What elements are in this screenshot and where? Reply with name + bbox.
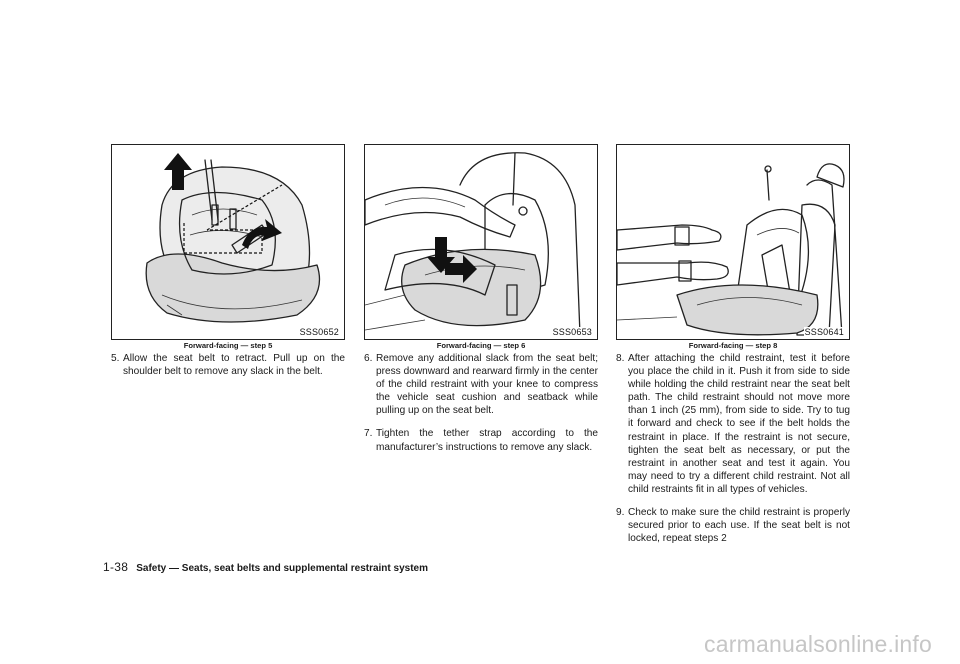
- figure-step-6: [364, 144, 598, 340]
- figure-caption: Forward-facing — step 6: [436, 341, 526, 350]
- figure-caption: Forward-facing — step 5: [183, 341, 273, 350]
- step-text: Check to make sure the child restraint is properly secured prior to each use. If the seat belt is not locked, repeat steps 2: [628, 507, 850, 545]
- illustration-step-6: [365, 145, 597, 339]
- illustration-step-5: [112, 145, 344, 339]
- figure-step-8: [616, 144, 850, 340]
- figure-step-5: [111, 144, 345, 340]
- step-list: [111, 352, 345, 378]
- step-text: Tighten the tether strap according to the manufacturer’s instructions to remove any slack.: [376, 428, 598, 453]
- page-number: 1-38: [103, 560, 129, 574]
- step-item: [364, 352, 598, 417]
- step-item: [111, 352, 345, 378]
- illustration-step-8: [617, 145, 849, 339]
- figure-code: SSS0653: [552, 327, 592, 337]
- figure-code: SSS0652: [299, 327, 339, 337]
- column-3: [616, 144, 850, 555]
- step-number: 7.: [364, 428, 373, 440]
- step-text: Remove any additional slack from the seat belt; press downward and rearward firmly in the center of the child restraint with your knee to compress the vehicle seat cushion and seatback while pulling up on the seat belt.: [376, 353, 598, 417]
- watermark: carmanualsonline.info: [704, 631, 932, 657]
- figure-code: SSS0641: [804, 327, 844, 337]
- step-text: After attaching the child restraint, test it before you place the child in it. Push it from side to side while holding the child restraint near the seat belt path. The child restraint should not move more than 1 inch (25 mm), from side to side. Try to tug it forward and check to see if the belt holds the restraint in place. If the restraint is not secure, tighten the seat belt as necessary, or put the restraint in another seat and test it again. You may need to try a different child restraint. Not all child restraints fit in all types of vehicles.: [628, 353, 850, 495]
- step-number: 9.: [616, 507, 625, 519]
- page-footer: [103, 560, 428, 574]
- step-item: [616, 352, 850, 496]
- column-1: [111, 144, 345, 388]
- figure-caption: Forward-facing — step 8: [688, 341, 778, 350]
- step-item: [616, 506, 850, 545]
- section-title: Safety — Seats, seat belts and supplemental restraint system: [136, 563, 428, 574]
- step-item: [364, 427, 598, 453]
- step-text: Allow the seat belt to retract. Pull up on the shoulder belt to remove any slack in the belt.: [123, 353, 345, 378]
- step-list: [364, 352, 598, 454]
- step-number: 8.: [616, 353, 625, 364]
- step-number: 5.: [111, 353, 120, 364]
- step-number: 6.: [364, 353, 373, 364]
- step-list: [616, 352, 850, 545]
- column-2: [364, 144, 598, 464]
